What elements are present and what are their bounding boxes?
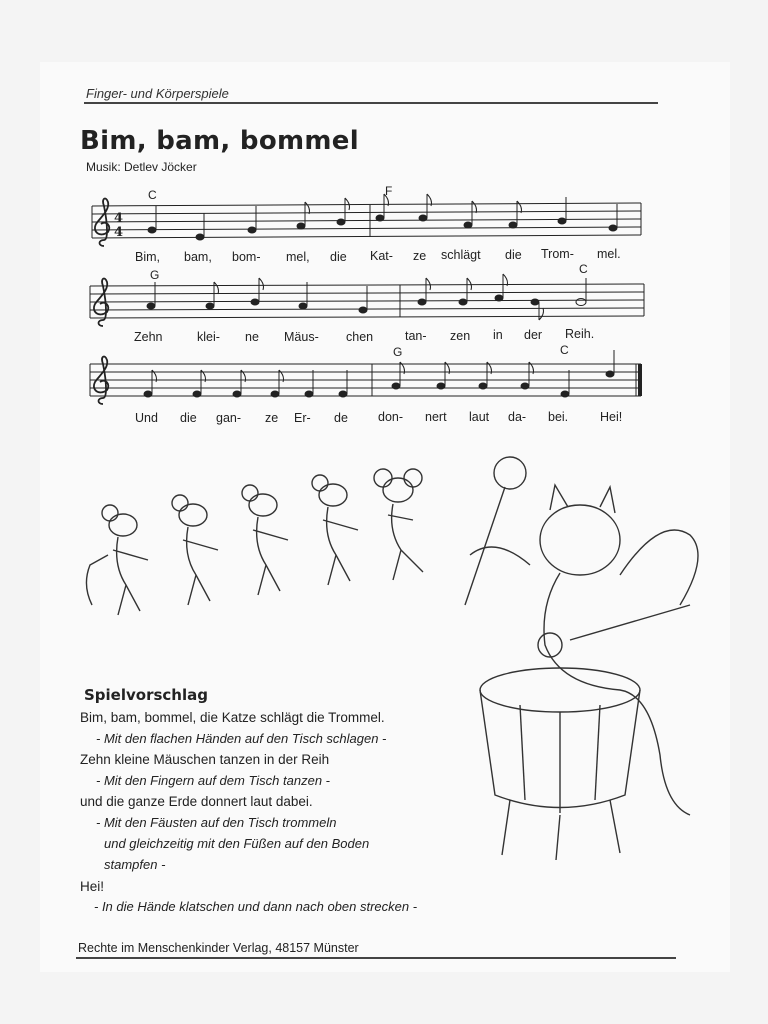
chord-label: G [150,268,160,282]
play-line: - Mit den Fäusten auf den Tisch trommeln [96,815,337,830]
lyric-syllable: der [524,328,543,342]
lyric-syllable: in [493,328,503,342]
lyric-syllable: laut [469,410,490,424]
chord-label: C [579,262,588,276]
rights-notice: Rechte im Menschenkinder Verlag, 48157 Münster [78,941,359,955]
footer-rule [76,957,676,959]
staff-3 [90,364,641,396]
mouse-icon [86,505,148,615]
play-line: Hei! [80,879,105,894]
lyric-syllable: tan- [405,329,427,343]
lyric-syllable: Hei! [600,410,623,424]
lyric-syllable: don- [378,410,404,424]
lyric-syllable: Trom- [541,247,574,261]
lyric-syllable: zen [450,329,471,343]
mouse-icon [374,469,423,580]
lyric-syllable: bei. [548,410,569,424]
lyric-syllable: schlägt [441,248,481,262]
lyric-syllable: Reih. [565,327,595,341]
cat-drum-illustration [450,455,720,865]
lyric-syllable: mel, [286,250,310,264]
lyric-syllable: ne [245,330,259,344]
mouse-icon [172,495,218,605]
lyric-syllable: die [330,250,347,264]
play-line: stampfen - [104,857,166,872]
svg-text:4: 4 [114,225,124,240]
lyric-syllable: bam, [184,250,212,264]
composer-credit: Musik: Detlev Jöcker [86,160,197,174]
play-line: und gleichzeitig mit den Füßen auf den Boden [104,836,370,851]
svg-text:4: 4 [114,211,124,226]
lyric-syllable: gan- [216,411,242,425]
chord-label: C [148,188,157,202]
play-line: - In die Hände klatschen und dann nach oben strecken - [94,899,418,914]
mouse-icon [312,475,358,585]
lyric-syllable: nert [425,410,447,424]
play-line: - Mit den flachen Händen auf den Tisch schlagen - [96,731,387,746]
lyric-syllable: Kat- [370,249,393,263]
lyric-syllable: Mäus- [284,330,319,344]
chord-label: C [560,343,569,357]
play-line: - Mit den Fingern auf dem Tisch tanzen - [96,773,330,788]
lyric-syllable: ze [265,411,279,425]
lyric-syllable: mel. [597,247,621,261]
dancing-mice-illustration [78,465,458,625]
lyric-syllable: klei- [197,330,220,344]
lyric-syllable: die [505,248,522,262]
lyric-syllable: chen [346,330,374,344]
lyric-syllable: da- [508,410,527,424]
lyric-syllable: Zehn [134,330,163,344]
lyric-syllable: Bim, [135,250,160,264]
lyric-syllable: die [180,411,197,425]
mouse-icon [242,485,288,595]
section-header: Finger- und Körperspiele [86,86,229,101]
play-line: Bim, bam, bommel, die Katze schlägt die Trommel. [80,710,385,725]
song-title: Bim, bam, bommel [80,126,359,156]
lyric-syllable: ze [413,249,427,263]
play-suggestion-title: Spielvorschlag [84,686,208,704]
lyric-syllable: Er- [294,411,311,425]
lyric-syllable: bom- [232,250,261,264]
treble-clef-icon [94,199,109,404]
drum-icon [480,668,640,860]
chord-label: G [393,345,403,359]
play-line: und die ganze Erde donnert laut dabei. [80,794,313,809]
chord-label: F [385,184,393,198]
cat-icon [465,457,698,815]
lyric-syllable: Und [135,411,158,425]
lyric-syllable: de [334,411,348,425]
play-line: Zehn kleine Mäuschen tanzen in der Reih [80,752,330,767]
